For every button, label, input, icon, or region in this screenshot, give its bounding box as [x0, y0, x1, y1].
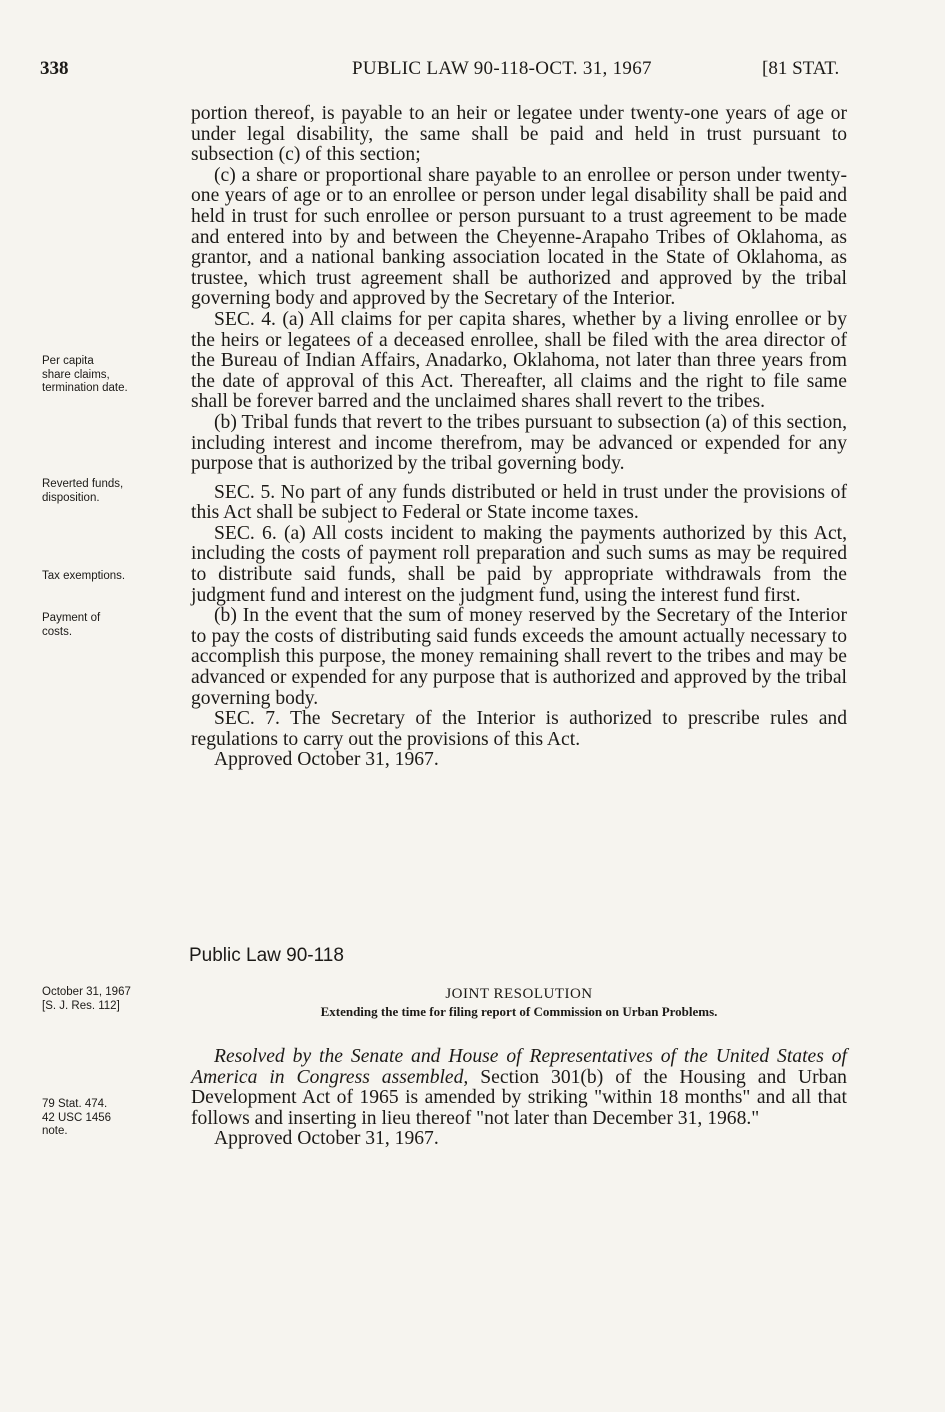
paragraph-sec5: SEC. 5. No part of any funds distributed or held in trust under the provisions of this Act shall be subject to Federal or State income taxes.: [191, 481, 847, 524]
main-text-top: [191, 104, 847, 771]
margin-note-citations: 79 Stat. 474. 42 USC 1456 note.: [42, 1098, 112, 1137]
margin-note-tax: Tax exemptions.: [42, 570, 126, 582]
margin-note-date: October 31, 1967 [S. J. Res. 112]: [42, 986, 131, 1012]
paragraph-sec4b: (b) Tribal funds that revert to the tribes pursuant to subsection (a) of this section, including interest and income therefrom, may be advanced or expended for any purpose that is authorized by the tribal governing body.: [191, 411, 847, 475]
approval-line: Approved October 31, 1967.: [214, 749, 439, 771]
public-law-title: Public Law 90-118: [189, 945, 344, 966]
resolution-approval-line: Approved October 31, 1967.: [214, 1128, 439, 1150]
joint-resolution-heading: JOINT RESOLUTION: [445, 986, 593, 1002]
margin-note-per-capita: Per capita share claims, termination date.: [42, 355, 128, 394]
joint-resolution-subheading: Extending the time for filing report of Commission on Urban Problems.: [320, 1004, 718, 1019]
margin-note-reverted: Reverted funds, disposition.: [42, 478, 124, 504]
margin-note-payment: Payment of costs.: [42, 612, 101, 638]
paragraph-sec6b: (b) In the event that the sum of money reserved by the Secretary of the Interior to pay the costs of distributing said funds exceeds the amount actually necessary to accomplish this purpose, the money remaining shall revert to the tribes and may be advanced or expended for any purpose that is authorized and approved by the tribal governing body.: [191, 605, 847, 709]
paragraph-3c: (c) a share or proportional share payable to an enrollee or person under twenty-one years of age or to an enrollee or person under legal disability shall be paid and held in trust for such enrollee or person pursuant to a trust agreement to be made and entered into by and between the Cheyenne-Arapaho Tribes of Oklahoma, as grantor, and a national banking association located in the State of Oklahoma, as trustee, which trust agreement shall be authorized and approved by the tribal governing body and approved by the Secretary of the Interior.: [191, 164, 847, 310]
paragraph-sec7: SEC. 7. The Secretary of the Interior is authorized to prescribe rules and regulations to carry out the provisions of this Act.: [191, 708, 847, 750]
running-head: PUBLIC LAW 90-118-OCT. 31, 1967: [352, 58, 652, 79]
page-number: 338: [40, 58, 69, 79]
paragraph-sec4a: SEC. 4. (a) All claims for per capita shares, whether by a living enrollee or by the heirs or legatees of a deceased enrollee, shall be filed with the area director of the Bureau of Indian Affairs, Anadarko, Oklahoma, not later than three years from the date of approval of this Act. Thereafter, all claims and the right to file same shall be forever barred and the unclaimed shares shall revert to the tribes.: [191, 308, 847, 413]
paragraph-sec6a: SEC. 6. (a) All costs incident to making the payments authorized by this Act, including the costs of payment roll preparation and such sums as may be required to distribute said funds, shall be paid by appropriate withdrawals from the judgment fund and interest on the judgment fund, using the interest fund first.: [191, 522, 847, 606]
paragraph-continuation: portion thereof, is payable to an heir or legatee under twenty-one years of age or under legal disability, the same shall be paid and held in trust pursuant to subsection (c) of this section;: [191, 103, 847, 166]
resolution-text: [191, 1047, 847, 1150]
volume-reference: [81 STAT.: [762, 58, 840, 79]
enacting-clause: Resolved by the Senate and House of Representatives of the United States of America in Congress assembled, Section 301(b) of the Housing and Urban Development Act of 1965 is amended by striking "within 18 months" and all that follows and inserting in lieu thereof "not later than December 31, 1968.": [191, 1046, 847, 1129]
